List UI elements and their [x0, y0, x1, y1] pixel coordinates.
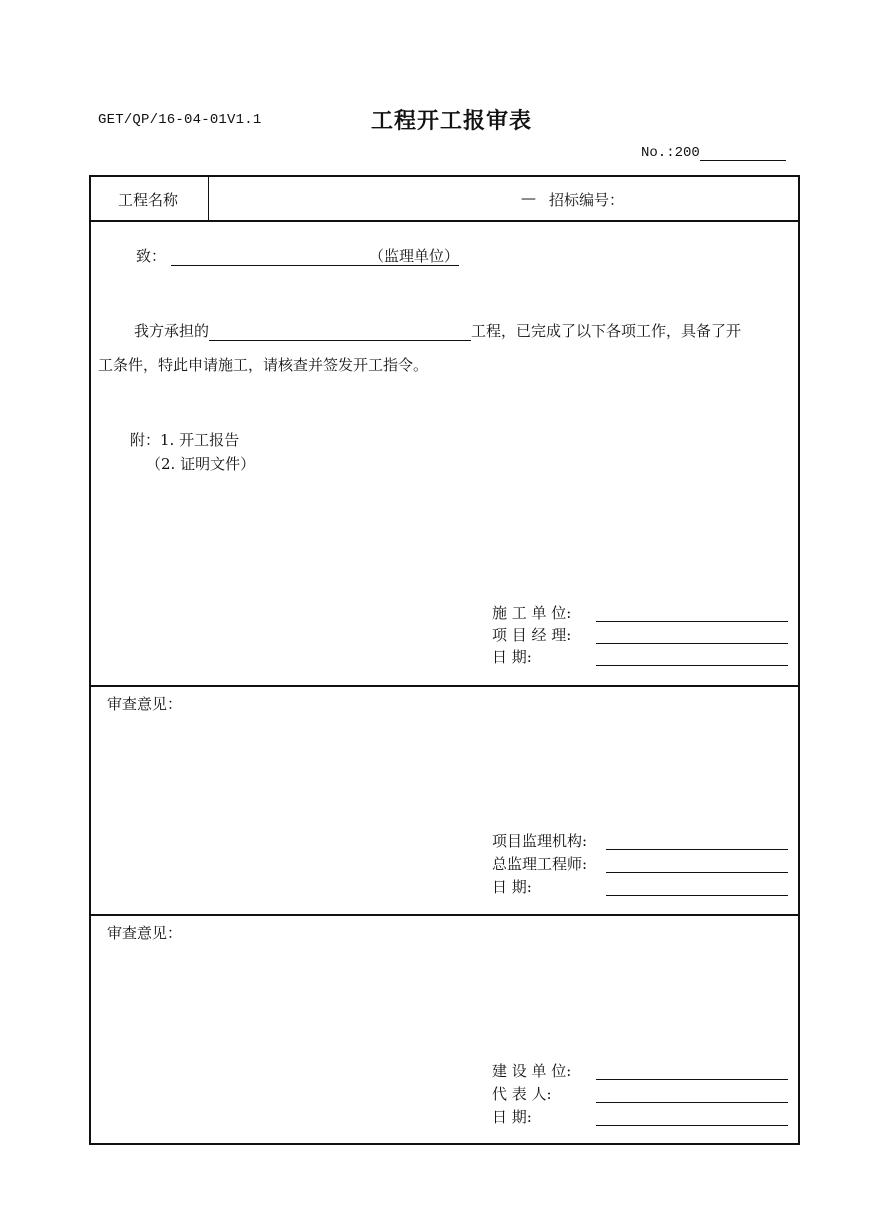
body-prefix: 我方承担的 [134, 322, 210, 340]
attachment-1: 附：1. 开工报告 [130, 431, 240, 449]
application-date-blank[interactable] [596, 665, 788, 666]
contractor-unit-blank[interactable] [596, 621, 788, 622]
supervision-org-label: 项目监理机构: [492, 832, 588, 850]
review-opinion-label: 审查意见： [107, 695, 183, 713]
attachment-2: （2. 证明文件） [146, 455, 256, 473]
application-date-label: 日 期: [492, 648, 532, 666]
review-date-row [492, 876, 788, 898]
supervision-org-blank[interactable] [606, 849, 788, 850]
representative-row [492, 1083, 788, 1105]
supervisor-unit-field[interactable] [171, 245, 459, 266]
application-date-row [492, 646, 788, 668]
section-divider [91, 914, 798, 916]
serial-blank[interactable] [700, 146, 786, 161]
project-manager-blank[interactable] [596, 643, 788, 644]
application-body-line1 [134, 320, 741, 341]
owner-unit-row [492, 1060, 788, 1082]
supervision-org-row [492, 830, 788, 852]
form-title: 工程开工报审表 [371, 109, 533, 134]
serial-number [641, 145, 786, 161]
owner-date-row [492, 1106, 788, 1128]
document-code: GET/QP/16-04-01V1.1 [98, 112, 262, 128]
form-table [89, 175, 800, 1145]
review-date-label: 日 期: [492, 878, 532, 896]
project-name-label: 工程名称 [118, 191, 179, 209]
owner-unit-blank[interactable] [596, 1079, 788, 1080]
owner-unit-label: 建 设 单 位: [492, 1062, 572, 1080]
owner-review-label: 审查意见： [107, 924, 183, 942]
addressee-label: 致： [136, 247, 167, 265]
owner-date-label: 日 期: [492, 1108, 532, 1126]
contractor-unit-label: 施 工 单 位: [492, 604, 572, 622]
bid-number-label: 招标编号： [549, 191, 625, 209]
review-date-blank[interactable] [606, 895, 788, 896]
section-divider [91, 685, 798, 687]
row-divider [91, 220, 798, 222]
column-divider [208, 177, 209, 220]
project-blank[interactable] [209, 322, 471, 341]
supervisor-unit-hint: （监理单位） [369, 247, 460, 265]
body-suffix: 工程，已完成了以下各项工作，具备了开 [471, 322, 742, 340]
application-body-line2: 工条件，特此申请施工，请核查并签发开工指令。 [98, 356, 429, 374]
project-manager-label: 项 目 经 理: [492, 626, 572, 644]
contractor-signature-row [492, 602, 788, 624]
manager-signature-row [492, 624, 788, 646]
owner-date-blank[interactable] [596, 1125, 788, 1126]
chief-engineer-blank[interactable] [606, 872, 788, 873]
chief-engineer-label: 总监理工程师: [492, 855, 588, 873]
supervisor-blank[interactable] [171, 247, 369, 266]
dash-mark: — [521, 189, 536, 207]
representative-label: 代 表 人: [492, 1085, 552, 1103]
chief-engineer-row [492, 853, 788, 875]
serial-label: No.:200 [641, 145, 700, 161]
representative-blank[interactable] [596, 1102, 788, 1103]
